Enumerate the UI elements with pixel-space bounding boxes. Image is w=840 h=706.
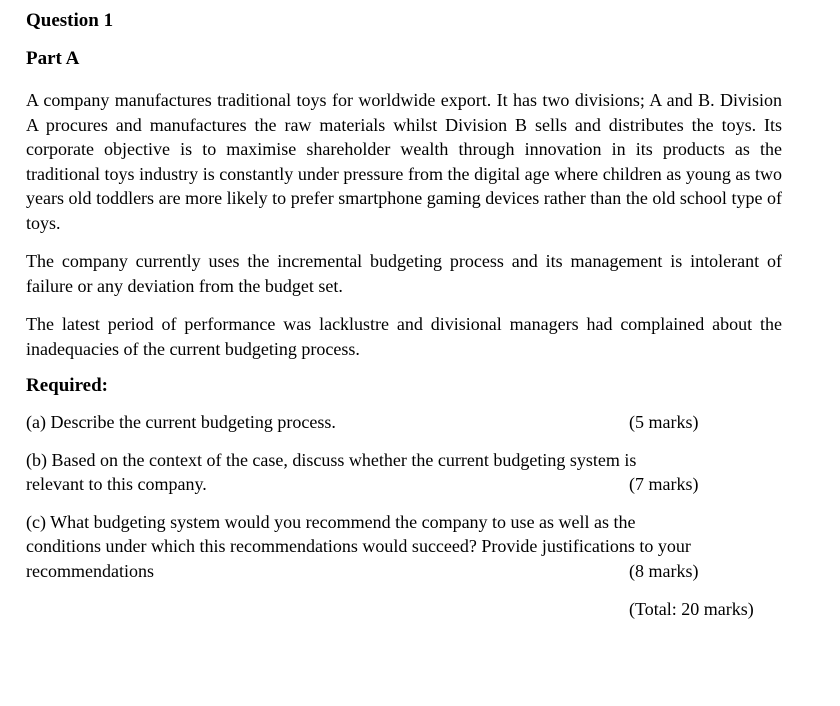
question-b-line1: (b) Based on the context of the case, discuss whether the current budgeting system is xyxy=(26,449,637,470)
case-paragraph-2: The company currently uses the incremental budgeting process and its management is intolerant of failure or any deviation from the budget set. xyxy=(26,251,782,296)
question-c-marks: (8 marks) xyxy=(629,560,699,581)
part-title: Part A xyxy=(26,48,80,69)
question-b xyxy=(26,448,782,497)
question-c-line3: recommendations xyxy=(26,560,154,581)
question-c-line1: (c) What budgeting system would you recommend the company to use as well as the xyxy=(26,511,636,532)
question-title: Question 1 xyxy=(26,10,114,31)
question-c-line2: conditions under which this recommendations would succeed? Provide justifications to your xyxy=(26,536,691,556)
question-b-marks: (7 marks) xyxy=(629,474,699,494)
total-marks-row xyxy=(26,597,782,623)
total-marks: (Total: 20 marks) xyxy=(629,599,754,619)
question-a-marks: (5 marks) xyxy=(629,412,699,432)
case-paragraph-3: The latest period of performance was lacklustre and divisional managers had complained about the inadequacies of the current budgeting process. xyxy=(26,314,782,359)
question-document xyxy=(26,8,782,623)
required-label: Required: xyxy=(26,375,108,396)
question-c xyxy=(26,510,782,584)
case-paragraph-1: A company manufactures traditional toys for worldwide export. It has two divisions; A and B. Division A procures and manufactures the raw materials whilst Division B sells and distributes the toys. Its corporate objective is to maximise shareholder wealth through innovation in its products as the traditional toys industry is constantly under pressure from the digital age where children as young as two years old toddlers are more likely to prefer smartphone gaming devices rather than the old school type of toys. xyxy=(26,90,782,233)
question-a-text: (a) Describe the current budgeting process. xyxy=(26,412,336,432)
question-b-line2: relevant to this company. xyxy=(26,474,207,494)
question-a xyxy=(26,410,782,435)
